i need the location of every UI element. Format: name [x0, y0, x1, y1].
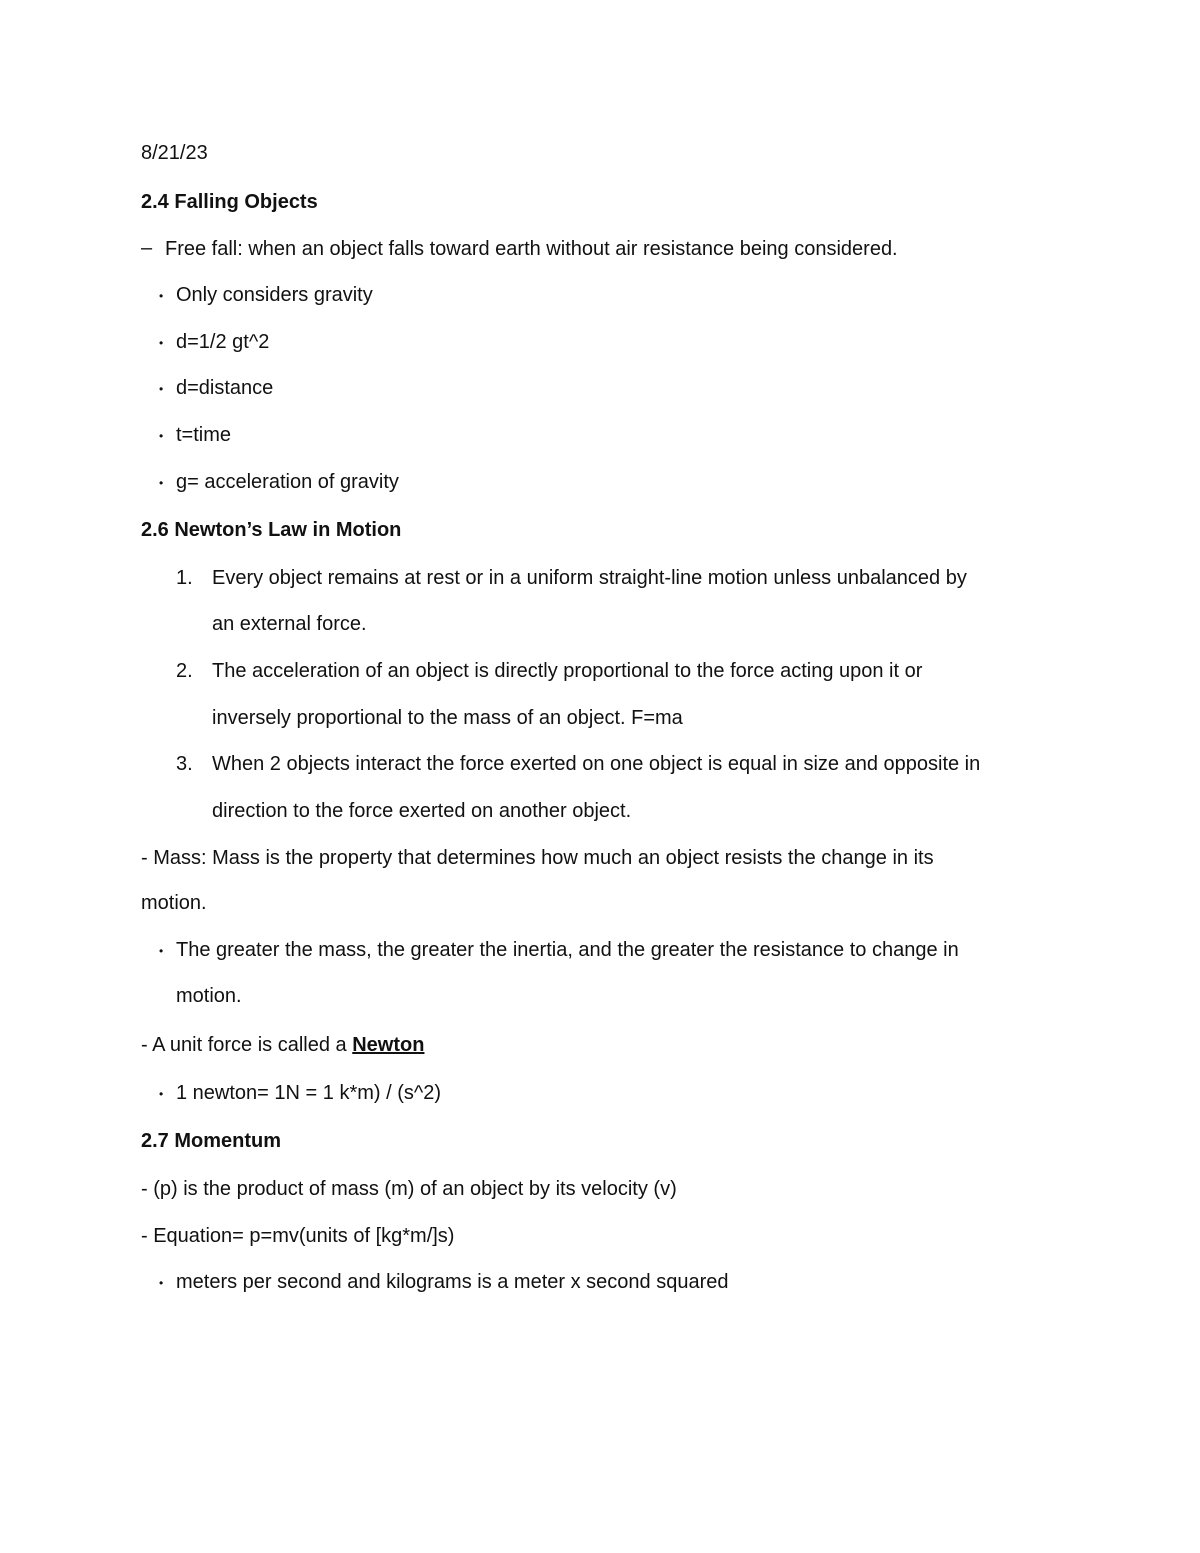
bullet-icon: • — [159, 1087, 164, 1101]
bullet-icon: • — [159, 944, 164, 958]
bullet-icon: • — [159, 1276, 164, 1290]
momentum-equation: - Equation= p=mv(units of [kg*m/]s) — [141, 1225, 455, 1247]
heading-newtons-law: 2.6 Newton’s Law in Motion — [141, 519, 402, 541]
bullet-item: The greater the mass, the greater the inertia, and the greater the resistance to change in — [176, 939, 959, 961]
unit-force-prefix: - A unit force is called a — [141, 1034, 353, 1056]
bullet-item: t=time — [176, 424, 232, 446]
newton-term: Newton — [352, 1034, 425, 1056]
dash-marker: – — [141, 237, 153, 259]
bullet-icon: • — [159, 289, 164, 303]
bullet-item: d=1/2 gt^2 — [176, 331, 270, 353]
heading-falling-objects: 2.4 Falling Objects — [141, 191, 318, 213]
bullet-item: Only considers gravity — [176, 284, 373, 306]
mass-text-cont: motion. — [141, 892, 207, 914]
list-item-line: When 2 objects interact the force exerted on one object is equal in size and opposite in — [212, 753, 981, 775]
bullet-item: 1 newton= 1N = 1 k*m) / (s^2) — [176, 1082, 442, 1104]
bullet-icon: • — [159, 382, 164, 396]
list-item-line: The acceleration of an object is directly proportional to the force acting upon it or — [212, 660, 923, 682]
bullet-item: d=distance — [176, 377, 274, 399]
bullet-icon: • — [159, 476, 164, 490]
list-item-line: inversely proportional to the mass of an object. F=ma — [212, 707, 683, 729]
free-fall-text: Free fall: when an object falls toward earth without air resistance being considered. — [165, 238, 898, 260]
date-text: 8/21/23 — [141, 142, 208, 164]
list-item-line: Every object remains at rest or in a uniform straight-line motion unless unbalanced by — [212, 567, 967, 589]
bullet-icon: • — [159, 336, 164, 350]
momentum-definition: - (p) is the product of mass (m) of an object by its velocity (v) — [141, 1178, 677, 1200]
list-number: 2. — [176, 660, 193, 682]
bullet-item: meters per second and kilograms is a meter x second squared — [176, 1271, 729, 1293]
bullet-item-cont: motion. — [176, 985, 242, 1007]
mass-text: - Mass: Mass is the property that determines how much an object resists the change in its — [141, 847, 934, 869]
list-item-line: an external force. — [212, 613, 367, 635]
list-item-line: direction to the force exerted on another object. — [212, 800, 632, 822]
heading-momentum: 2.7 Momentum — [141, 1130, 282, 1152]
bullet-item: g= acceleration of gravity — [176, 471, 399, 493]
list-number: 3. — [176, 753, 193, 775]
list-number: 1. — [176, 567, 193, 589]
bullet-icon: • — [159, 429, 164, 443]
unit-force-text — [141, 1033, 424, 1057]
